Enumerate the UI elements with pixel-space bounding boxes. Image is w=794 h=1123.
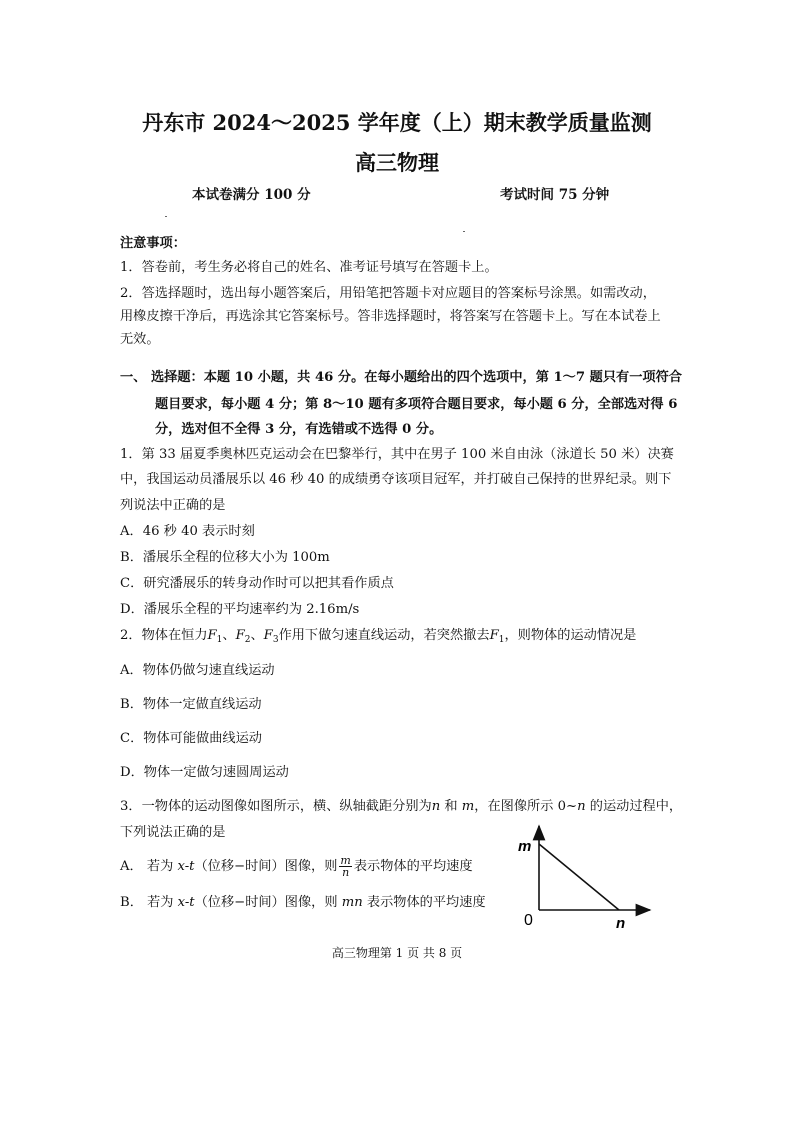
x-intercept-label: n [616, 915, 626, 932]
q2-option-a: A．物体仍做匀速直线运动 [120, 663, 275, 678]
q1-option-b: B．潘展乐全程的位移大小为 100m [120, 550, 330, 565]
notice-item-2-line-1: 2．答选择题时，选出每小题答案后，用铅笔把答题卡对应题目的答案标号涂黑。如需改动， [120, 286, 656, 301]
q3-option-a-pre: A． 若为 [120, 859, 178, 874]
q3-option-a-mid: （位移−时间）图像，则 [194, 859, 338, 874]
q3-stem-line-1 [120, 797, 682, 817]
fraction-denominator: n [342, 866, 350, 879]
q2-stem-pre: 2．物体在恒力 [120, 628, 208, 643]
full-score-label: 本试卷满分 100 分 [192, 187, 311, 203]
q2-stem-post: ，则物体的运动情况是 [504, 628, 637, 643]
q2-option-d: D．物体一定做匀速圆周运动 [120, 765, 289, 780]
subject-title: 高三物理 [355, 150, 439, 175]
scan-speck [165, 216, 167, 217]
page-footer: 高三物理第 1 页 共 8 页 [331, 946, 463, 960]
q3-stem-line-2: 下列说法正确的是 [120, 825, 226, 840]
q3-option-b-post: 表示物体的平均速度 [362, 895, 486, 910]
y-intercept-label: m [518, 838, 532, 855]
var-m: m [461, 799, 475, 814]
q3-option-a [120, 855, 473, 878]
q3-stem-post: 的运动过程中， [585, 799, 683, 814]
q3-motion-graph [510, 822, 660, 932]
fraction-numerator: m [340, 854, 351, 867]
section1-line-3: 分，选对但不全得 3 分，有选错或不选得 0 分。 [155, 422, 443, 437]
exam-title: 丹东市 2024～2025 学年度（上）期末教学质量监测 [142, 110, 652, 135]
notice-item-2-line-3: 无效。 [120, 332, 160, 347]
exam-time-label: 考试时间 75 分钟 [500, 187, 610, 203]
force-subscript: 1 [216, 635, 223, 645]
q1-stem-line-1: 1．第 33 届夏季奥林匹克运动会在巴黎举行，其中在男子 100 米自由泳（泳道长 50 米）决赛 [120, 447, 674, 462]
q1-option-a: A．46 秒 40 表示时刻 [120, 524, 255, 539]
q2-option-b: B．物体一定做直线运动 [120, 697, 262, 712]
q3-option-b-mid: （位移−时间）图像，则 [194, 895, 342, 910]
section1-line-1: 一、 选择题：本题 10 小题，共 46 分。在每小题给出的四个选项中，第 1～7 题只有一项符合 [120, 370, 682, 385]
graph-line [539, 844, 619, 910]
q3-stem-pre: 3．一物体的运动图像如图所示，横、纵轴截距分别为 [120, 799, 432, 814]
var-n: n [431, 799, 441, 814]
separator: 、 [250, 628, 264, 643]
q2-option-c: C．物体可能做曲线运动 [120, 731, 262, 746]
force-symbol: F [207, 628, 217, 643]
q3-stem-mid: ，在图像所示 0~ [474, 799, 578, 814]
force-symbol: F [263, 628, 273, 643]
q2-stem-mid: 作用下做匀速直线运动，若突然撤去 [278, 628, 490, 643]
force-subscript: 2 [244, 635, 251, 645]
notice-heading: 注意事项： [120, 236, 186, 251]
scan-speck [463, 231, 465, 232]
notice-item-2-line-2: 用橡皮擦干净后，再选涂其它答案标号。答非选择题时，将答案写在答题卡上。写在本试卷上 [120, 309, 661, 324]
force-subscript: 3 [272, 635, 279, 645]
q1-option-c: C．研究潘展乐的转身动作时可以把其看作质点 [120, 576, 394, 591]
var-mn: mn [341, 895, 363, 910]
section1-line-2: 题目要求，每小题 4 分；第 8～10 题有多项符合题目要求，每小题 6 分，全部选对得 6 [155, 397, 678, 412]
q3-option-b [120, 893, 486, 913]
xt-label: x-t [177, 859, 195, 874]
force-subscript: 1 [498, 635, 505, 645]
var-n: n [577, 799, 586, 814]
fraction-m-over-n [339, 855, 351, 878]
separator: 、 [222, 628, 236, 643]
q1-stem-line-3: 列说法中正确的是 [120, 498, 226, 513]
q3-option-b-pre: B． 若为 [120, 895, 178, 910]
q1-stem-line-2: 中，我国运动员潘展乐以 46 秒 40 的成绩勇夺该项目冠军，并打破自己保持的世界纪录。则下 [120, 472, 672, 487]
force-symbol: F [235, 628, 245, 643]
xt-label: x-t [177, 895, 195, 910]
notice-item-1: 1．答卷前，考生务必将自己的姓名、准考证号填写在答题卡上。 [120, 260, 498, 275]
origin-label: 0 [524, 912, 533, 929]
q2-stem [120, 626, 636, 650]
q1-option-d: D．潘展乐全程的平均速率约为 2.16m/s [120, 602, 360, 617]
q3-and: 和 [440, 799, 462, 814]
force-symbol: F [489, 628, 499, 643]
q3-option-a-post: 表示物体的平均速度 [353, 859, 473, 874]
